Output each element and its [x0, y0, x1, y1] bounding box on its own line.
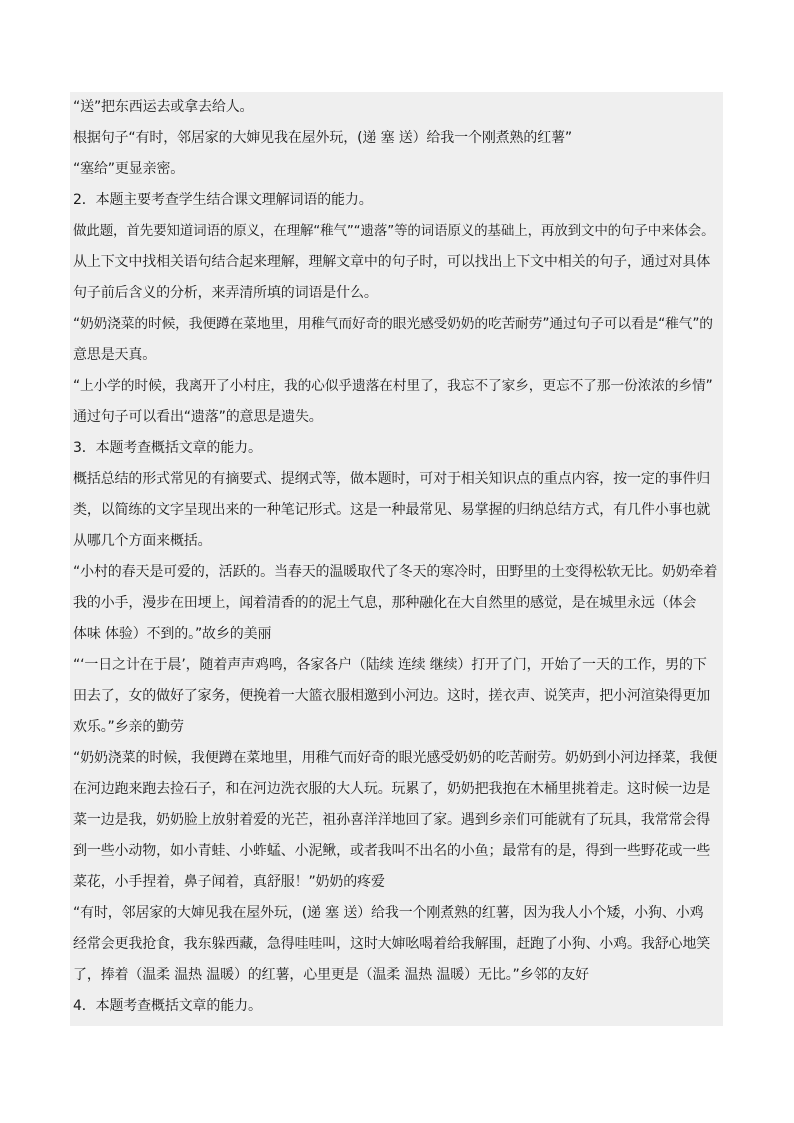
text-line: 田去了，女的做好了家务，便挽着一大篮衣服相邀到小河边。这时，搓衣声、说笑声，把小河渲染得更加	[73, 688, 711, 704]
text-line: 通过句子可以看出“遗落”的意思是遗失。	[73, 409, 323, 425]
text-line: 概括总结的形式常见的有摘要式、提纲式等，做本题时，可对于相关知识点的重点内容，按一定的事件归	[73, 471, 711, 487]
text-line: 意思是天真。	[73, 347, 157, 363]
text-line: 句子前后含义的分析，来弄清所填的词语是什么。	[73, 285, 378, 301]
text-line: “奶奶浇菜的时候，我便蹲在菜地里，用稚气而好奇的眼光感受奶奶的吃苦耐劳。奶奶到小河边择菜，我便	[73, 750, 718, 766]
text-line: 经常会更我抢食，我东躲西藏，急得哇哇叫，这时大婶吆喝着给我解围，赶跑了小狗、小鸡。我舒心地笑	[73, 936, 711, 952]
text-line: “送”把东西运去或拿去给人。	[73, 99, 254, 115]
text-line: 我的小手，漫步在田埂上，闻着清香的的泥土气息，那种融化在大自然里的感觉，是在城里永远（体会	[73, 595, 697, 611]
text-line: 到一些小动物，如小青蛙、小蚱蜢、小泥鳅，或者我叫不出名的小鱼；最常有的是，得到一些野花或一些	[73, 843, 711, 859]
text-line: 从哪几个方面来概括。	[73, 533, 212, 549]
text-line: “有时，邻居家的大婶见我在屋外玩，(递 塞 送）给我一个刚煮熟的红薯，因为我人小个矮，小狗、小鸡	[73, 905, 704, 921]
text-line: 3．本题考查概括文章的能力。	[73, 440, 262, 456]
text-line: 了，捧着（温柔 温热 温暖）的红薯，心里更是（温柔 温热 温暖）无比。”乡邻的友好	[73, 967, 589, 983]
text-line: 根据句子“有时，邻居家的大婶见我在屋外玩，(递 塞 送）给我一个刚煮熟的红薯”	[73, 130, 573, 146]
text-line: “小村的春天是可爱的，活跃的。当春天的温暖取代了冬天的寒冷时，田野里的土变得松软无比。奶奶牵着	[73, 564, 718, 580]
text-line: 欢乐。”乡亲的勤劳	[73, 719, 184, 735]
text-line: 2．本题主要考查学生结合课文理解词语的能力。	[73, 192, 373, 208]
text-line: 菜一边是我，奶奶脸上放射着爱的光芒，祖孙喜洋洋地回了家。遇到乡亲们可能就有了玩具，我常常会得	[73, 812, 711, 828]
text-line: “‘一日之计在于晨’，随着声声鸡鸣，各家各户（陆续 连续 继续）打开了门，开始了一天的工作，男的下	[73, 657, 707, 673]
text-line: “塞给”更显亲密。	[73, 161, 185, 177]
text-line: 类，以简练的文字呈现出来的一种笔记形式。这是一种最常见、易掌握的归纳总结方式，有几件小事也就	[73, 502, 711, 518]
text-line: 体味 体验）不到的。”故乡的美丽	[73, 626, 272, 642]
text-line: 4．本题考查概括文章的能力。	[73, 998, 262, 1014]
text-line: 做此题，首先要知道词语的原义，在理解“稚气”“遗落”等的词语原义的基础上，再放到文中的句子中来体会。	[73, 223, 715, 239]
text-line: 从上下文中找相关语句结合起来理解，理解文章中的句子时，可以找出上下文中相关的句子，通过对具体	[73, 254, 711, 270]
answer-text-block	[70, 92, 723, 1026]
text-line: “奶奶浇菜的时候，我便蹲在菜地里，用稚气而好奇的眼光感受奶奶的吃苦耐劳”通过句子可以看是“稚气”的	[73, 316, 713, 332]
text-line: 在河边跑来跑去捡石子，和在河边洗衣服的大人玩。玩累了，奶奶把我抱在木桶里挑着走。这时候一边是	[73, 781, 711, 797]
text-line: 菜花，小手捏着，鼻子闻着，真舒服！”奶奶的疼爱	[73, 874, 385, 890]
text-line: “上小学的时候，我离开了小村庄，我的心似乎遗落在村里了，我忘不了家乡，更忘不了那一份浓浓的乡情”	[73, 378, 713, 394]
